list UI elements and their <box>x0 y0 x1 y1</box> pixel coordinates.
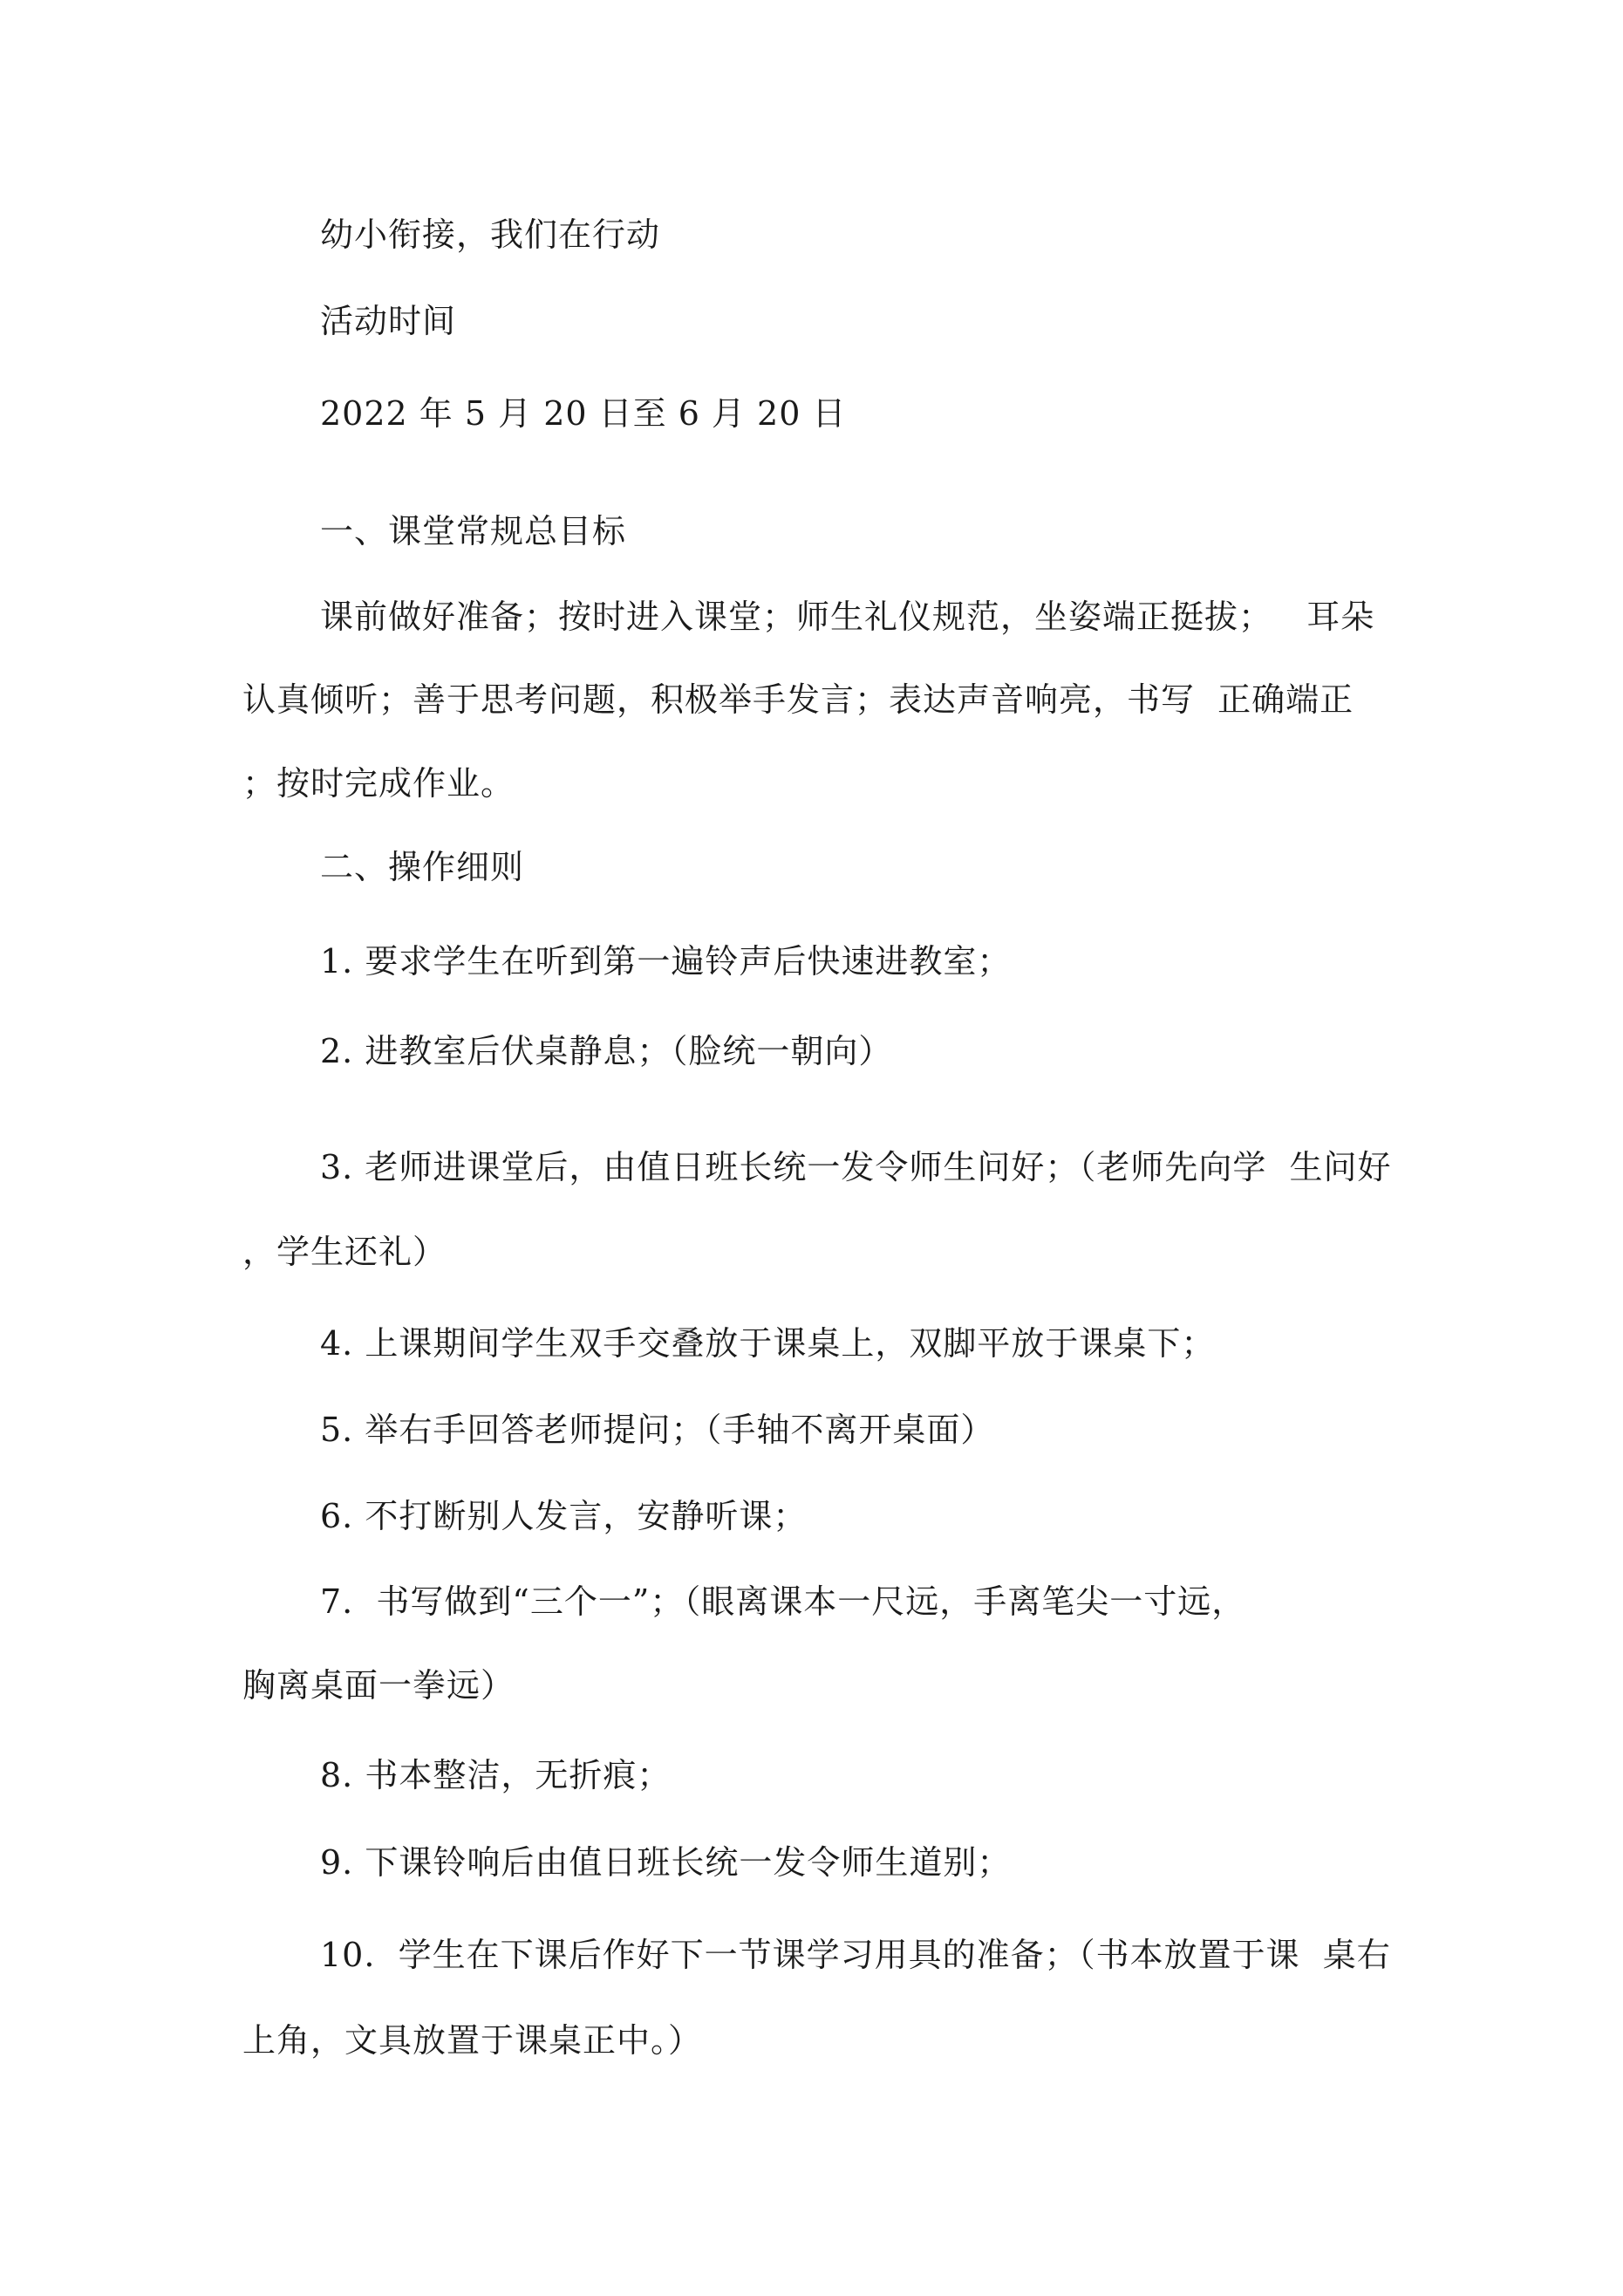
document-title: 幼小衔接，我们在行动 <box>320 215 661 254</box>
rule-item-8: 8. 书本整洁，无折痕； <box>320 1756 672 1794</box>
rule-item-4: 4. 上课期间学生双手交叠放于课桌上，双脚平放于课桌下； <box>320 1324 1216 1363</box>
rule-item-3: 3. 老师进课堂后，由值日班长统一发令师生问好；（老师先向学 生问好 <box>320 1148 1392 1186</box>
rule-item-6: 6. 不打断别人发言，安静听课； <box>320 1497 808 1535</box>
rule-item-5: 5. 举右手回答老师提问；（手轴不离开桌面） <box>320 1411 995 1449</box>
rule-item-3-continued: ，学生还礼） <box>242 1233 447 1271</box>
section2-heading: 二、操作细则 <box>320 848 525 886</box>
rule-item-2: 2. 进教室后伏桌静息；（脸统一朝向） <box>320 1032 893 1070</box>
section1-body-line: 认真倾听；善于思考问题，积极举手发言；表达声音响亮，书写 正确端正 <box>242 680 1354 719</box>
section1-body-line: 课前做好准备；按时进入课堂；师生礼仪规范，坐姿端正挺拔； 耳朵 <box>320 598 1375 636</box>
rule-item-10-continued: 上角，文具放置于课桌正中。） <box>242 2021 703 2060</box>
time-value: 2022 年 5 月 20 日至 6 月 20 日 <box>320 394 847 433</box>
rule-item-7-continued: 胸离桌面一拳远） <box>242 1666 515 1705</box>
time-label: 活动时间 <box>320 302 457 340</box>
section1-body-line: ；按时完成作业。 <box>242 764 515 803</box>
rule-item-10: 10. 学生在下课后作好下一节课学习用具的准备；（书本放置于课 桌右 <box>320 1936 1391 1974</box>
rule-item-9: 9. 下课铃响后由值日班长统一发令师生道别； <box>320 1843 1012 1882</box>
rule-item-1: 1. 要求学生在听到第一遍铃声后快速进教室； <box>320 942 1012 981</box>
rule-item-7: 7. 书写做到“三个一”；（眼离课本一尺远，手离笔尖一寸远， <box>320 1582 1246 1621</box>
section1-heading: 一、课堂常规总目标 <box>320 512 627 550</box>
